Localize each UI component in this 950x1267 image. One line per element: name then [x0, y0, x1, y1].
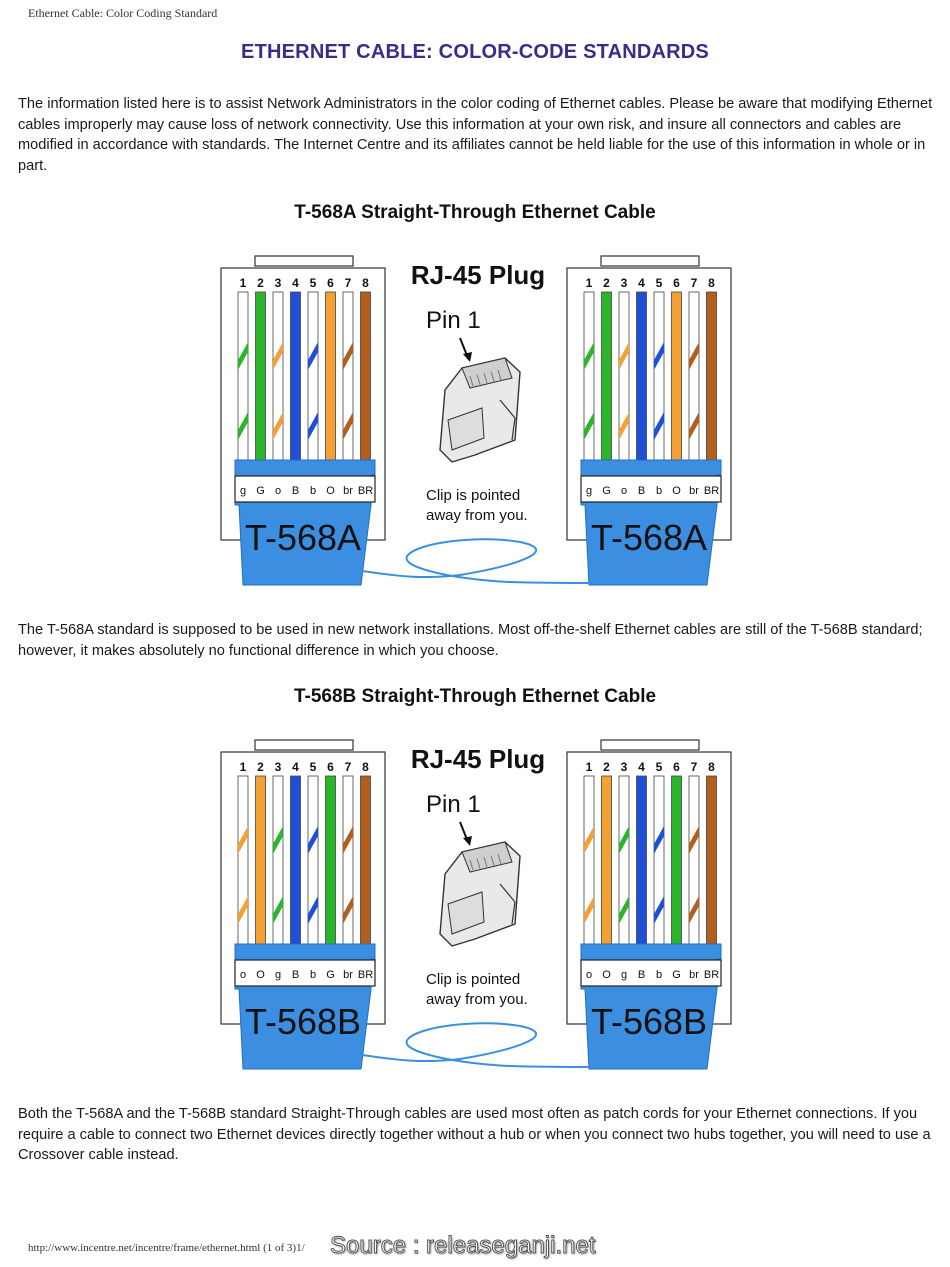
pin-number: 4: [292, 276, 299, 290]
pin-number: 5: [309, 760, 317, 774]
color-code: O: [602, 969, 611, 981]
rj45-plug-illustration: [411, 260, 545, 524]
color-code: B: [637, 485, 646, 497]
color-code: BR: [357, 969, 374, 981]
color-code: O: [256, 969, 265, 981]
color-code: b: [655, 969, 663, 981]
color-code: b: [655, 485, 663, 497]
connector-right: [567, 740, 731, 1069]
pin-number: 1: [585, 276, 593, 290]
color-code: O: [672, 485, 681, 497]
connector-latch: [601, 256, 699, 266]
rj45-plug-illustration: [411, 744, 545, 1008]
connector-left: [221, 740, 385, 1069]
connecting-cable: [355, 539, 595, 583]
color-code: B: [291, 969, 300, 981]
wire-2: [256, 292, 266, 460]
standard-label: T-568A: [590, 517, 708, 558]
wire-6: [672, 292, 682, 460]
color-code: o: [585, 969, 593, 981]
clip-note-line2: away from you.: [426, 507, 528, 524]
pin-number: 1: [239, 760, 247, 774]
pin-number: 1: [239, 276, 247, 290]
section-title-t568b: T-568B Straight-Through Ethernet Cable: [293, 686, 657, 707]
arrow-head: [463, 836, 472, 846]
diagram-t568b: [0, 734, 950, 1074]
pin1-label: Pin 1: [426, 791, 481, 818]
pin-number: 2: [603, 276, 610, 290]
wire-6: [672, 776, 682, 944]
pin-number: 6: [327, 760, 334, 774]
pin-number: 8: [708, 276, 715, 290]
wire-8: [707, 776, 717, 944]
pin1-label: Pin 1: [426, 307, 481, 334]
color-code: g: [239, 485, 247, 497]
pin-number: 3: [274, 760, 282, 774]
color-code: B: [637, 969, 646, 981]
wire-2: [256, 776, 266, 944]
connector-latch: [255, 256, 353, 266]
color-code: BR: [357, 485, 374, 497]
standard-label: T-568B: [244, 1001, 362, 1042]
color-code: b: [309, 485, 317, 497]
connector-right: [567, 256, 731, 585]
connector-latch: [601, 740, 699, 750]
connector-latch: [255, 740, 353, 750]
connector-left: [221, 256, 385, 585]
pin-number: 5: [655, 760, 663, 774]
color-code: G: [672, 969, 681, 981]
section-title-t568a: T-568A Straight-Through Ethernet Cable: [294, 202, 656, 223]
closing-paragraph: Both the T-568A and the T-568B standard Straight-Through cables are used most often as patch cords for your Ethernet connections. If you require a cable to connect two Ethernet devices directly together without a hub or when you connect two hubs together, you will need to use a Crossover cable instead.: [18, 1106, 931, 1164]
color-code: b: [309, 969, 317, 981]
intro-paragraph: The information listed here is to assist Network Administrators in the color coding of Ethernet cables. Please be aware that modifying Ethernet cables improperly may cause loss of network connectivity. Use this information at your own risk, and insure all connectors and cables are modified in accordance with standards. The Internet Centre and its affiliates cannot be held liable for the use of this information in whole or in part.: [18, 96, 933, 174]
source-watermark: Source : releaseganji.net: [330, 1232, 596, 1259]
standard-label: T-568B: [590, 1001, 708, 1042]
pin-number: 7: [344, 276, 352, 290]
pin-number: 6: [327, 276, 334, 290]
pin-number: 6: [673, 760, 680, 774]
pin-number: 2: [257, 760, 264, 774]
color-code: B: [291, 485, 300, 497]
pin-number: 3: [620, 760, 628, 774]
color-code: BR: [703, 969, 720, 981]
color-code: g: [620, 969, 628, 981]
clip-note-line1: Clip is pointed: [426, 487, 521, 504]
wire-8: [707, 292, 717, 460]
pin-number: 1: [585, 760, 593, 774]
standard-label: T-568A: [244, 517, 362, 558]
color-code: O: [326, 485, 335, 497]
wire-4: [637, 776, 647, 944]
wire-4: [637, 292, 647, 460]
pin-number: 6: [673, 276, 680, 290]
color-code: br: [343, 969, 353, 981]
pin-number: 5: [309, 276, 317, 290]
pin-number: 7: [344, 760, 352, 774]
page-title: ETHERNET CABLE: COLOR-CODE STANDARDS: [241, 41, 709, 63]
wire-8: [361, 292, 371, 460]
pin-number: 4: [292, 760, 299, 774]
pin-number: 3: [274, 276, 282, 290]
pin-number: 2: [603, 760, 610, 774]
pin-number: 7: [690, 760, 698, 774]
wire-2: [602, 292, 612, 460]
page-header-title: Ethernet Cable: Color Coding Standard: [28, 6, 218, 20]
wire-6: [326, 292, 336, 460]
t568a-description: The T-568A standard is supposed to be used in new network installations. Most off-the-shelf Ethernet cables are still of the T-568B standard; however, it makes absolutely no functional difference in which you choose.: [18, 622, 923, 659]
wire-8: [361, 776, 371, 944]
pin-number: 2: [257, 276, 264, 290]
footer-url: http://www.incentre.net/incentre/frame/ethernet.html (1 of 3)1/: [28, 1242, 305, 1254]
wire-2: [602, 776, 612, 944]
color-code: br: [689, 969, 699, 981]
wire-6: [326, 776, 336, 944]
color-code: G: [602, 485, 611, 497]
color-code: br: [343, 485, 353, 497]
plug-title: RJ-45 Plug: [410, 260, 546, 290]
connecting-cable: [355, 1023, 595, 1067]
wire-4: [291, 292, 301, 460]
pin-number: 8: [362, 760, 369, 774]
pin-number: 3: [620, 276, 628, 290]
pin-number: 7: [690, 276, 698, 290]
color-code: G: [256, 485, 265, 497]
clip-note-line1: Clip is pointed: [426, 971, 521, 988]
color-code: G: [326, 969, 335, 981]
color-code: BR: [703, 485, 720, 497]
diagram-t568a: [0, 250, 950, 590]
color-code: o: [620, 485, 628, 497]
color-code: o: [274, 485, 282, 497]
pin-number: 4: [638, 276, 645, 290]
pin-number: 8: [362, 276, 369, 290]
color-code: o: [239, 969, 247, 981]
pin-number: 5: [655, 276, 663, 290]
color-code: g: [585, 485, 593, 497]
pin-number: 8: [708, 760, 715, 774]
clip-note-line2: away from you.: [426, 991, 528, 1008]
arrow-head: [463, 352, 472, 362]
wire-4: [291, 776, 301, 944]
pin-number: 4: [638, 760, 645, 774]
color-code: br: [689, 485, 699, 497]
color-code: g: [274, 969, 282, 981]
plug-title: RJ-45 Plug: [410, 744, 546, 774]
